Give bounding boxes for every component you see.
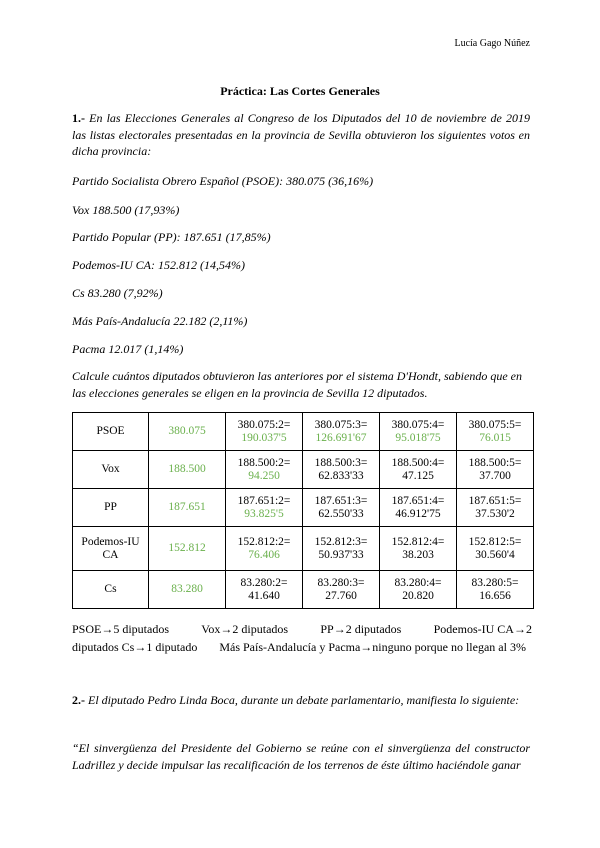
- quotient-result: 76.015: [479, 431, 511, 444]
- quotient-expression: 188.500:2=: [237, 456, 291, 469]
- vote-line: Partido Popular (PP): 187.651 (17,85%): [72, 230, 271, 244]
- quotient-result: 126.691'67: [315, 431, 367, 444]
- quotient-cell: [303, 413, 380, 451]
- quotient-expression: 380.075:2=: [237, 418, 291, 431]
- party-cell: Vox: [73, 451, 149, 489]
- vote-line: Partido Socialista Obrero Español (PSOE): 380.075 (36,16%): [72, 174, 374, 188]
- quotient-result: 190.037'5: [241, 431, 287, 444]
- quotient-result: 41.640: [248, 589, 280, 602]
- author-name: Lucía Gago Núñez: [454, 38, 530, 49]
- seat-summary: [72, 620, 532, 656]
- party-cell: Podemos-IU CA: [73, 527, 149, 571]
- question-1-number: 1.-: [72, 111, 85, 125]
- quotient-cell: [380, 571, 457, 609]
- quotient-cell: [226, 489, 303, 527]
- quotient-result: 94.250: [248, 469, 280, 482]
- summary-psoe: PSOE→5 diputados: [72, 622, 170, 636]
- quotient-expression: 187.651:4=: [391, 494, 445, 507]
- quotient-expression: 152.812:5=: [468, 535, 522, 548]
- question-2-text: El diputado Pedro Linda Boca, durante un debate parlamentario, manifiesta lo siguiente:: [88, 693, 520, 707]
- quotient-cell: [457, 451, 534, 489]
- quotient-expression: 380.075:5=: [468, 418, 522, 431]
- question-1-intro: [72, 110, 530, 160]
- party-cell: PSOE: [73, 413, 149, 451]
- quotient-cell: [303, 451, 380, 489]
- quotient-result: 62.833'33: [318, 469, 364, 482]
- quotient-cell: [226, 571, 303, 609]
- quotient-expression: 380.075:4=: [391, 418, 445, 431]
- quotient-expression: 152.812:2=: [237, 535, 291, 548]
- vote-line: Podemos-IU CA: 152.812 (14,54%): [72, 258, 245, 272]
- votes-cell: 152.812: [149, 527, 226, 571]
- summary-podemos: Podemos-IU CA→2: [433, 622, 532, 636]
- page-title: Práctica: Las Cortes Generales: [220, 84, 380, 98]
- quotient-expression: 83.280:4=: [394, 576, 442, 589]
- party-cell: Cs: [73, 571, 149, 609]
- quotient-expression: 152.812:4=: [391, 535, 445, 548]
- quotient-cell: [457, 413, 534, 451]
- votes-cell: 188.500: [149, 451, 226, 489]
- summary-line-2: [72, 638, 532, 656]
- summary-pp: PP→2 diputados: [320, 622, 402, 636]
- quotient-expression: 380.075:3=: [314, 418, 368, 431]
- question-2: [72, 692, 530, 709]
- quotient-result: 93.825'5: [244, 507, 284, 520]
- quotient-result: 62.550'33: [318, 507, 364, 520]
- quotient-expression: 187.651:5=: [468, 494, 522, 507]
- quotient-cell: [380, 527, 457, 571]
- quotient-cell: [226, 451, 303, 489]
- question-1-text: En las Elecciones Generales al Congreso de los Diputados del 10 de noviembre de 2019 las listas electorales presentadas en la provincia de Sevilla obtuvieron los siguientes votos en dicha provincia:: [72, 111, 530, 158]
- summary-others: Más País-Andalucía y Pacma→ninguno porque no llegan al 3%: [219, 640, 526, 654]
- quotient-expression: 188.500:4=: [391, 456, 445, 469]
- quotient-expression: 83.280:5=: [471, 576, 519, 589]
- table-row: [73, 571, 534, 609]
- quotient-cell: [380, 451, 457, 489]
- quotient-result: 37.700: [479, 469, 511, 482]
- quotient-result: 38.203: [402, 548, 434, 561]
- quotient-cell: [303, 527, 380, 571]
- party-cell: PP: [73, 489, 149, 527]
- quotient-result: 47.125: [402, 469, 434, 482]
- vote-line: Vox 188.500 (17,93%): [72, 203, 180, 217]
- quotient-result: 30.560'4: [475, 548, 515, 561]
- quotient-result: 50.937'33: [318, 548, 364, 561]
- question-2-number: 2.-: [72, 693, 85, 707]
- table-row: [73, 527, 534, 571]
- quotient-expression: 187.651:2=: [237, 494, 291, 507]
- quotient-expression: 83.280:2=: [240, 576, 288, 589]
- table-row: [73, 413, 534, 451]
- dhondt-table: [72, 412, 534, 609]
- question-2-quote: “El sinvergüenza del Presidente del Gobierno se reúne con el sinvergüenza del constructor Ladrillez y decide impulsar las recalificación de los terrenos de éste último haciéndole ganar: [72, 741, 530, 772]
- vote-line: Cs 83.280 (7,92%): [72, 286, 163, 300]
- quotient-expression: 188.500:3=: [314, 456, 368, 469]
- quotient-result: 37.530'2: [475, 507, 515, 520]
- summary-line-1: [72, 620, 532, 638]
- quotient-result: 20.820: [402, 589, 434, 602]
- votes-cell: 187.651: [149, 489, 226, 527]
- vote-line: Pacma 12.017 (1,14%): [72, 342, 184, 356]
- quotient-cell: [457, 571, 534, 609]
- summary-vox: Vox→2 diputados: [201, 622, 289, 636]
- quotient-cell: [380, 413, 457, 451]
- quotient-result: 76.406: [248, 548, 280, 561]
- quotient-result: 95.018'75: [395, 431, 441, 444]
- table-row: [73, 489, 534, 527]
- quotient-result: 46.912'75: [395, 507, 441, 520]
- quotient-result: 16.656: [479, 589, 511, 602]
- quotient-cell: [457, 527, 534, 571]
- quotient-cell: [303, 571, 380, 609]
- vote-line: Más País-Andalucía 22.182 (2,11%): [72, 314, 248, 328]
- votes-cell: 83.280: [149, 571, 226, 609]
- quotient-cell: [457, 489, 534, 527]
- quotient-expression: 188.500:5=: [468, 456, 522, 469]
- quotient-cell: [226, 413, 303, 451]
- quotient-expression: 187.651:3=: [314, 494, 368, 507]
- summary-cs: diputados Cs→1 diputado: [72, 640, 198, 654]
- quotient-result: 27.760: [325, 589, 357, 602]
- quotient-cell: [226, 527, 303, 571]
- question-1-prompt: Calcule cuántos diputados obtuvieron las anteriores por el sistema D'Hondt, sabiendo que en las elecciones generales se eligen en la provincia de Sevilla 12 diputados.: [72, 369, 522, 400]
- quotient-expression: 152.812:3=: [314, 535, 368, 548]
- quotient-expression: 83.280:3=: [317, 576, 365, 589]
- quotient-cell: [303, 489, 380, 527]
- table-row: [73, 451, 534, 489]
- votes-cell: 380.075: [149, 413, 226, 451]
- quotient-cell: [380, 489, 457, 527]
